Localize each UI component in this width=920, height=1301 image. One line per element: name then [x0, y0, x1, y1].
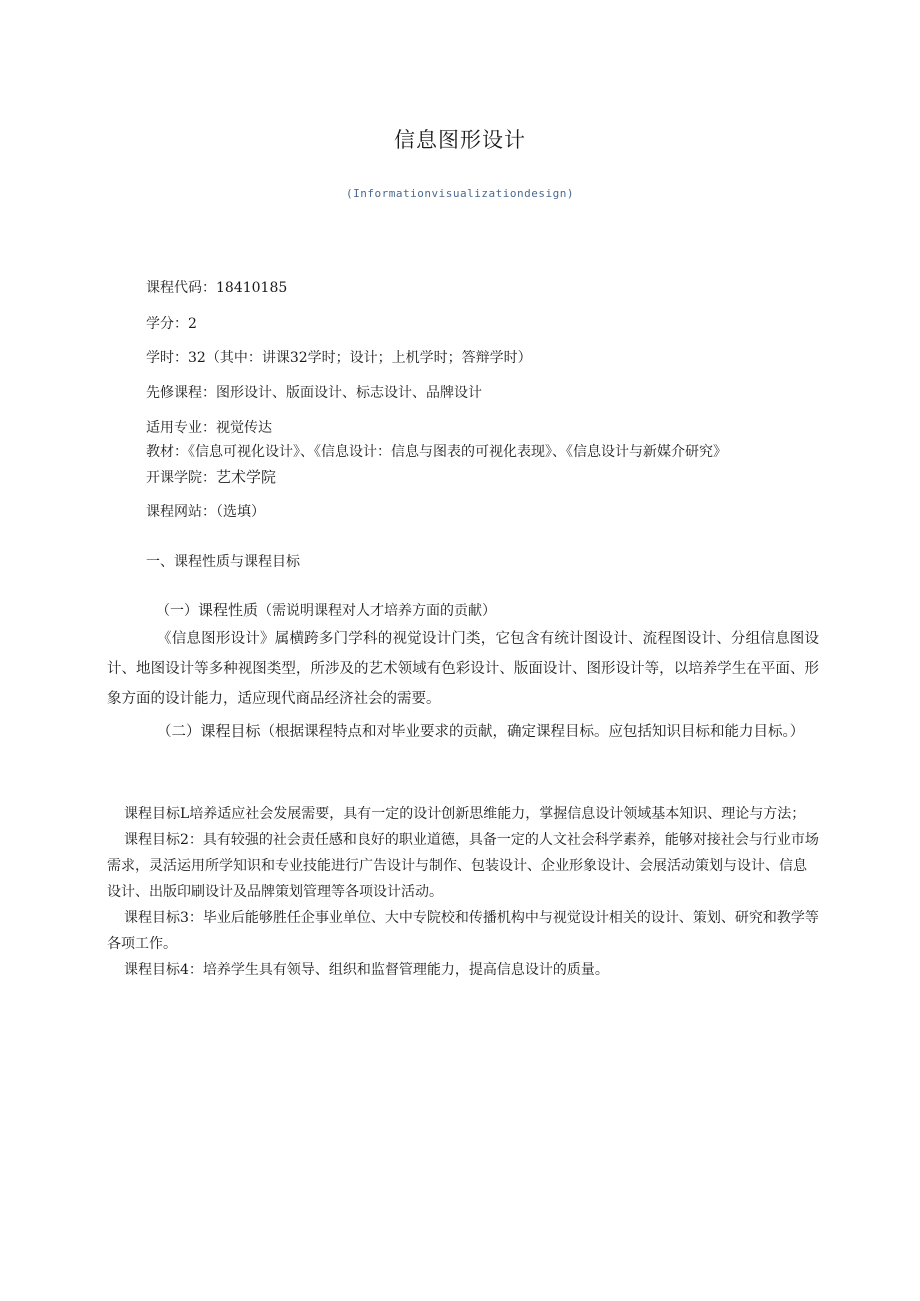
page-subtitle: (Informationvisualizationdesign)	[346, 187, 574, 200]
course-college	[146, 466, 276, 487]
course-prerequisites: 先修课程：图形设计、版面设计、标志设计、品牌设计	[146, 385, 482, 401]
nature-note: （需说明课程对人才培养方面的贡献）	[258, 603, 497, 619]
page-title: 信息图形设计	[394, 128, 526, 152]
nature-heading	[156, 599, 496, 620]
objective-item: 课程目标L培养适应社会发展需要，具有一定的设计创新思维能力，掌握信息设计领域基本知识、理论与方法；	[124, 806, 806, 822]
course-hours: 学时：32（其中：讲课32学时；设计；上机学时；答辩学时）	[146, 350, 532, 366]
objectives-label: 课程目标	[200, 722, 261, 740]
nature-label: 课程性质	[198, 601, 259, 619]
course-textbooks: 教材：《信息可视化设计》、《信息设计：信息与图表的可视化表现》、《信息设计与新媒介研究》	[146, 444, 727, 460]
objective-item: 课程目标3：毕业后能够胜任企事业单位、大中专院校和传播机构中与视觉设计相关的设计、策划、研究和教学等各项工作。	[107, 910, 819, 952]
college-value: 艺术学院	[216, 468, 277, 486]
objectives-heading	[107, 717, 819, 746]
section-heading: 一、课程性质与课程目标	[146, 554, 300, 570]
nature-body: 《信息图形设计》属横跨多门学科的视觉设计门类，它包含有统计图设计、流程图设计、分组信息图设计、地图设计等多种视图类型，所涉及的艺术领域有色彩设计、版面设计、图形设计等，以培养学生在平面、形象方面的设计能力，适应现代商品经济社会的需要。	[107, 631, 819, 707]
objective-item: 课程目标4：培养学生具有领导、组织和监督管理能力，提高信息设计的质量。	[124, 962, 609, 978]
course-code: 课程代码：18410185	[146, 280, 288, 296]
objectives-note: （根据课程特点和对毕业要求的贡献，确定课程目标。应包括知识目标和能力目标。）	[260, 724, 805, 740]
course-credits: 学分：2	[146, 316, 197, 332]
course-website: 课程网站：（选填）	[146, 504, 265, 520]
course-major: 适用专业：视觉传达	[146, 420, 272, 436]
nature-prefix: （一）	[156, 603, 198, 619]
objective-item: 课程目标2：具有较强的社会责任感和良好的职业道德，具备一定的人文社会科学素养，能够对接社会与行业市场需求，灵活运用所学知识和专业技能进行广告设计与制作、包装设计、企业形象设计、会展活动策划与设计、信息设计、出版印刷设计及品牌策划管理等各项设计活动。	[107, 832, 819, 900]
college-label: 开课学院：	[146, 470, 216, 486]
objectives-prefix: （二）	[157, 724, 201, 740]
objectives-list	[107, 801, 819, 983]
